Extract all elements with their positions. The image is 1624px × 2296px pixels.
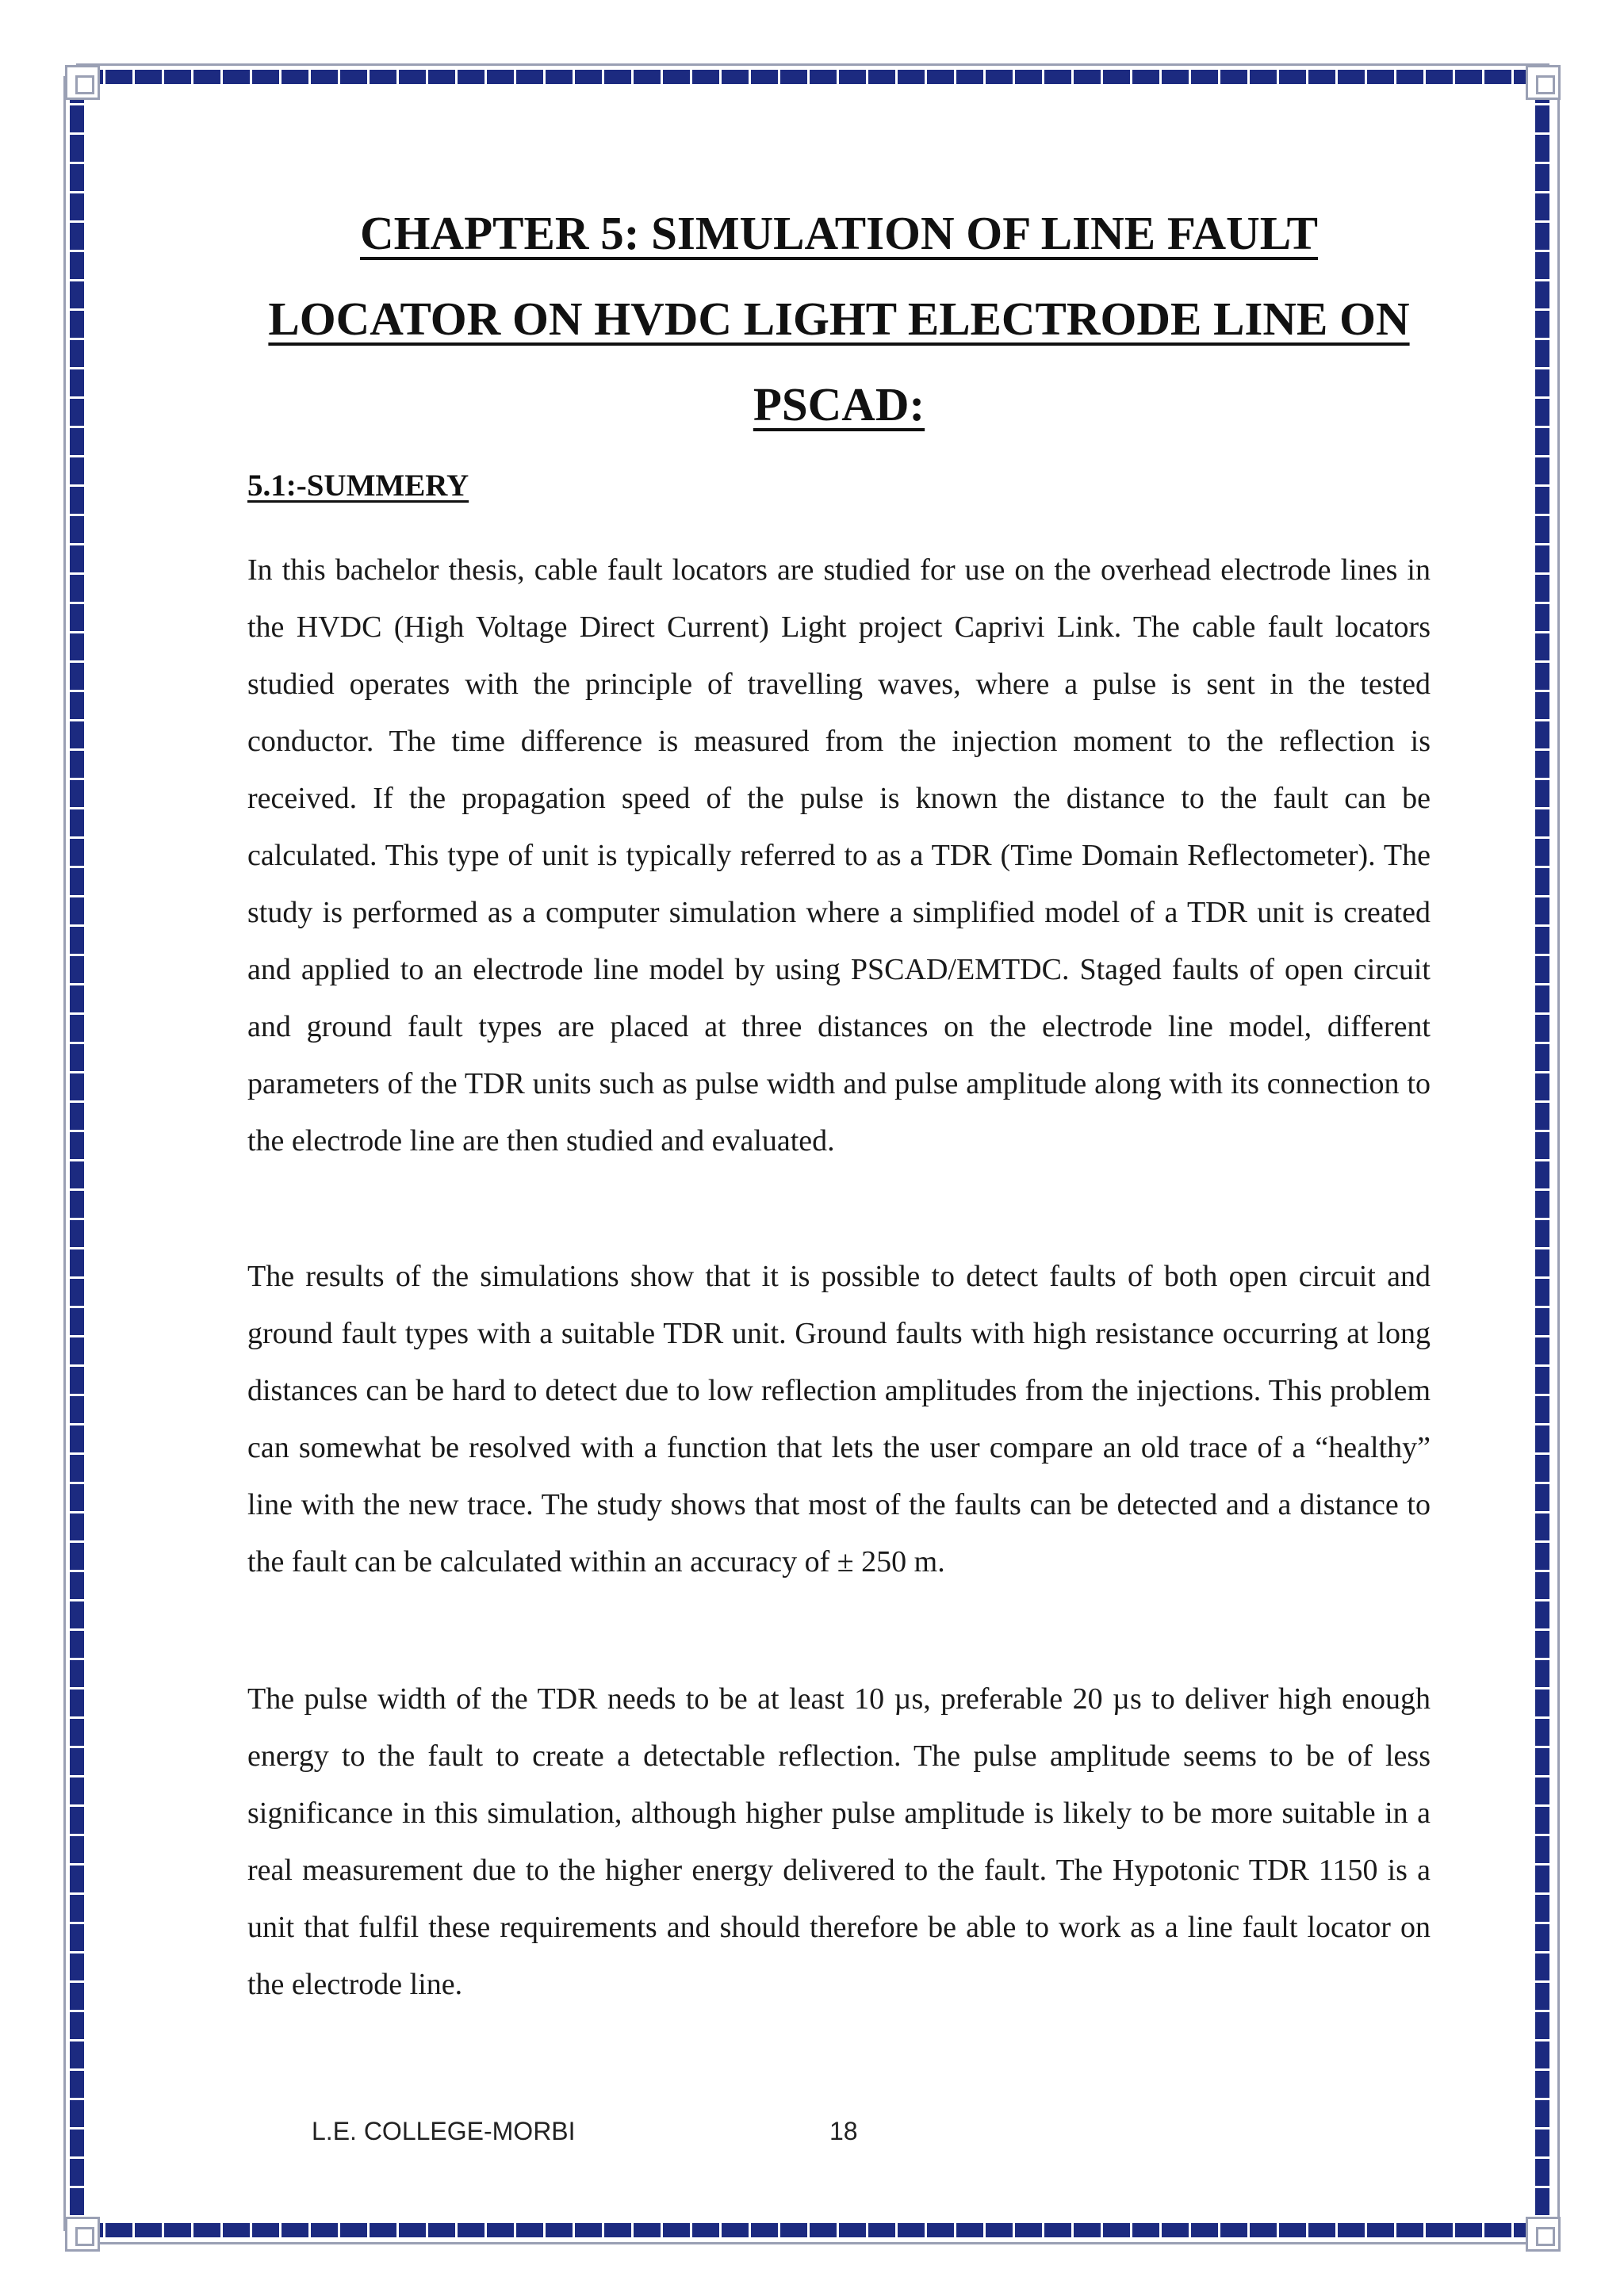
summary-paragraph: The results of the simulations show that it is possible to detect faults of both open circuit and ground fault types with a suitable TDR unit. Ground faults with high resistance occurring at long distances can be hard to detect due to low reflection amplitudes from the injections. This problem can somewhat be resolved with a function that lets the user compare an old trace of a “healthy” line with the new trace. The study shows that most of the faults can be detected and a distance to the fault can be calculated within an accuracy of ± 250 m. — [247, 1260, 1431, 1578]
summary-paragraph: In this bachelor thesis, cable fault locators are studied for use on the overhead electrode lines in the HVDC (High Voltage Direct Current) Light project Caprivi Link. The cable fault locators studied operates with the principle of travelling waves, where a pulse is sent in the tested conductor. The time difference is measured from the injection moment to the reflection is received. If the propagation speed of the pulse is known the distance to the fault can be calculated. This type of unit is typically referred to as a TDR (Time Domain Reflectometer). The study is performed as a computer simulation where a simplified model of a TDR unit is created and applied to an electrode line model by using PSCAD/EMTDC. Staged faults of open circuit and ground fault types are placed at three distances on the electrode line model, different parameters of the TDR units such as pulse width and pulse amplitude along with its connection to the electrode line are then studied and evaluated. — [247, 553, 1431, 1158]
page-border-line — [76, 2242, 1549, 2244]
footer-college-name: L.E. COLLEGE-MORBI — [312, 2117, 576, 2145]
page-border-line — [1557, 76, 1560, 2231]
border-corner-ornament — [65, 2217, 100, 2252]
page-border-line — [76, 63, 1549, 66]
border-corner-ornament — [1526, 65, 1561, 100]
page-border-top — [76, 70, 1549, 84]
summary-paragraph: The pulse width of the TDR needs to be at least 10 µs, preferable 20 µs to deliver high enough energy to the fault to create a detectable reflection. The pulse amplitude seems to be of less significance in this simulation, although higher pulse amplitude is likely to be more suitable in a real measurement due to the higher energy delivered to the fault. The Hypotonic TDR 1150 is a unit that fulfil these requirements and should therefore be able to work as a line fault locator on the electrode line. — [247, 1682, 1431, 2001]
page-border-left — [70, 76, 84, 2231]
chapter-title: CHAPTER 5: SIMULATION OF LINE FAULT LOCATOR ON HVDC LIGHT ELECTRODE LINE ON PSCAD: — [268, 207, 1410, 430]
page-number: 18 — [829, 2117, 858, 2145]
page-border-line — [63, 76, 66, 2231]
page-border-right — [1535, 76, 1549, 2231]
section-heading: 5.1:-SUMMERY — [247, 469, 469, 503]
border-corner-ornament — [1526, 2217, 1561, 2252]
border-corner-ornament — [65, 65, 100, 100]
page-border-bottom — [76, 2223, 1549, 2237]
